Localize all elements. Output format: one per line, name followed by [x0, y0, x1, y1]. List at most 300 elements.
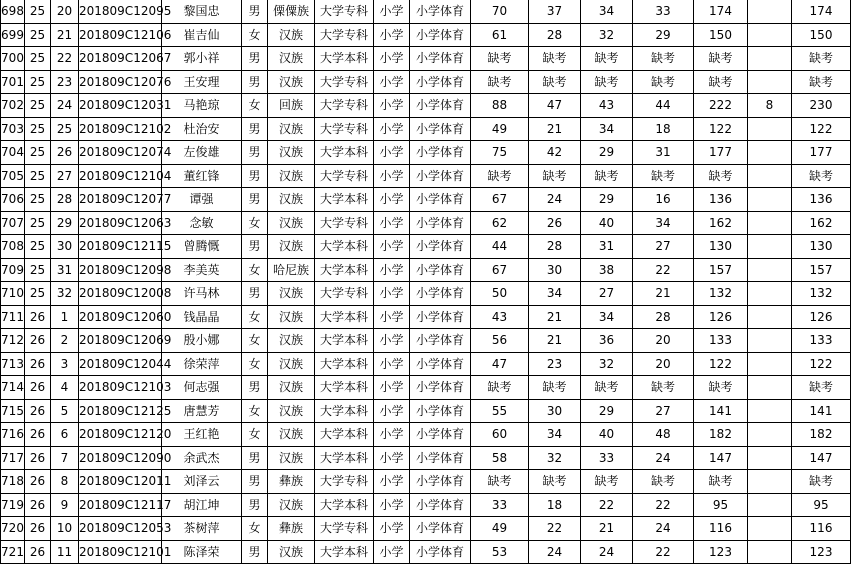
- bonus-points-cell: [748, 352, 792, 376]
- seat-number-cell: 22: [51, 47, 79, 71]
- exam-room-cell: 25: [25, 164, 51, 188]
- score-4-cell: 20: [633, 329, 694, 353]
- score-1-cell: 75: [471, 141, 529, 165]
- final-score-cell: 缺考: [792, 164, 851, 188]
- score-1-cell: 33: [471, 493, 529, 517]
- row-number-cell: 717: [1, 446, 25, 470]
- education-cell: 大学本科: [315, 141, 374, 165]
- score-2-cell: 22: [529, 517, 581, 541]
- seat-number-cell: 11: [51, 540, 79, 564]
- exam-id-cell: 201809C12103: [79, 376, 162, 400]
- seat-number-cell: 26: [51, 141, 79, 165]
- table-row: [1, 470, 851, 494]
- seat-number-cell: 20: [51, 0, 79, 23]
- score-2-cell: 30: [529, 258, 581, 282]
- subject-cell: 小学体育: [410, 188, 471, 212]
- bonus-points-cell: [748, 211, 792, 235]
- subject-cell: 小学体育: [410, 211, 471, 235]
- name-cell: 王红艳: [162, 423, 242, 447]
- row-number-cell: 716: [1, 423, 25, 447]
- score-2-cell: 47: [529, 94, 581, 118]
- score-3-cell: 40: [581, 423, 633, 447]
- bonus-points-cell: [748, 376, 792, 400]
- score-1-cell: 43: [471, 305, 529, 329]
- level-cell: 小学: [374, 517, 410, 541]
- score-3-cell: 缺考: [581, 376, 633, 400]
- seat-number-cell: 3: [51, 352, 79, 376]
- subject-cell: 小学体育: [410, 423, 471, 447]
- exam-id-cell: 201809C12090: [79, 446, 162, 470]
- gender-cell: 男: [242, 141, 268, 165]
- table-row: [1, 446, 851, 470]
- gender-cell: 女: [242, 94, 268, 118]
- ethnicity-cell: 汉族: [268, 23, 315, 47]
- name-cell: 董红锋: [162, 164, 242, 188]
- score-4-cell: 22: [633, 493, 694, 517]
- final-score-cell: 133: [792, 329, 851, 353]
- ethnicity-cell: 汉族: [268, 188, 315, 212]
- score-4-cell: 48: [633, 423, 694, 447]
- education-cell: 大学本科: [315, 446, 374, 470]
- exam-room-cell: 26: [25, 423, 51, 447]
- score-2-cell: 34: [529, 282, 581, 306]
- seat-number-cell: 7: [51, 446, 79, 470]
- table-row: [1, 47, 851, 71]
- name-cell: 徐荣萍: [162, 352, 242, 376]
- bonus-points-cell: [748, 47, 792, 71]
- score-2-cell: 缺考: [529, 470, 581, 494]
- seat-number-cell: 9: [51, 493, 79, 517]
- total-score-cell: 缺考: [694, 70, 748, 94]
- exam-room-cell: 26: [25, 399, 51, 423]
- score-1-cell: 49: [471, 117, 529, 141]
- exam-id-cell: 201809C12067: [79, 47, 162, 71]
- score-2-cell: 34: [529, 423, 581, 447]
- subject-cell: 小学体育: [410, 470, 471, 494]
- exam-id-cell: 201809C12053: [79, 517, 162, 541]
- score-1-cell: 67: [471, 258, 529, 282]
- final-score-cell: 缺考: [792, 70, 851, 94]
- seat-number-cell: 24: [51, 94, 79, 118]
- table-row: [1, 540, 851, 564]
- level-cell: 小学: [374, 0, 410, 23]
- subject-cell: 小学体育: [410, 329, 471, 353]
- education-cell: 大学本科: [315, 376, 374, 400]
- score-2-cell: 42: [529, 141, 581, 165]
- name-cell: 陈泽荣: [162, 540, 242, 564]
- bonus-points-cell: [748, 164, 792, 188]
- ethnicity-cell: 汉族: [268, 70, 315, 94]
- score-1-cell: 88: [471, 94, 529, 118]
- bonus-points-cell: [748, 0, 792, 23]
- ethnicity-cell: 汉族: [268, 282, 315, 306]
- subject-cell: 小学体育: [410, 141, 471, 165]
- total-score-cell: 缺考: [694, 470, 748, 494]
- row-number-cell: 714: [1, 376, 25, 400]
- seat-number-cell: 23: [51, 70, 79, 94]
- final-score-cell: 230: [792, 94, 851, 118]
- bonus-points-cell: [748, 188, 792, 212]
- ethnicity-cell: 汉族: [268, 235, 315, 259]
- gender-cell: 男: [242, 540, 268, 564]
- table-row: [1, 70, 851, 94]
- table-row: [1, 117, 851, 141]
- score-2-cell: 26: [529, 211, 581, 235]
- exam-id-cell: 201809C12069: [79, 329, 162, 353]
- row-number-cell: 712: [1, 329, 25, 353]
- table-row: [1, 399, 851, 423]
- gender-cell: 男: [242, 235, 268, 259]
- bonus-points-cell: [748, 423, 792, 447]
- total-score-cell: 123: [694, 540, 748, 564]
- score-2-cell: 21: [529, 117, 581, 141]
- ethnicity-cell: 汉族: [268, 305, 315, 329]
- final-score-cell: 141: [792, 399, 851, 423]
- score-2-cell: 23: [529, 352, 581, 376]
- bonus-points-cell: [748, 117, 792, 141]
- total-score-cell: 126: [694, 305, 748, 329]
- seat-number-cell: 1: [51, 305, 79, 329]
- score-2-cell: 缺考: [529, 164, 581, 188]
- score-2-cell: 缺考: [529, 47, 581, 71]
- score-3-cell: 34: [581, 117, 633, 141]
- level-cell: 小学: [374, 164, 410, 188]
- row-number-cell: 702: [1, 94, 25, 118]
- score-3-cell: 29: [581, 141, 633, 165]
- education-cell: 大学专科: [315, 70, 374, 94]
- education-cell: 大学专科: [315, 211, 374, 235]
- row-number-cell: 700: [1, 47, 25, 71]
- table-row: [1, 352, 851, 376]
- bonus-points-cell: [748, 493, 792, 517]
- exam-room-cell: 25: [25, 188, 51, 212]
- name-cell: 王安理: [162, 70, 242, 94]
- gender-cell: 女: [242, 258, 268, 282]
- final-score-cell: 130: [792, 235, 851, 259]
- name-cell: 郭小祥: [162, 47, 242, 71]
- bonus-points-cell: [748, 141, 792, 165]
- level-cell: 小学: [374, 235, 410, 259]
- level-cell: 小学: [374, 47, 410, 71]
- final-score-cell: 122: [792, 352, 851, 376]
- score-4-cell: 22: [633, 540, 694, 564]
- row-number-cell: 704: [1, 141, 25, 165]
- score-4-cell: 缺考: [633, 376, 694, 400]
- bonus-points-cell: [748, 517, 792, 541]
- subject-cell: 小学体育: [410, 23, 471, 47]
- gender-cell: 女: [242, 329, 268, 353]
- row-number-cell: 721: [1, 540, 25, 564]
- gender-cell: 男: [242, 164, 268, 188]
- score-4-cell: 缺考: [633, 470, 694, 494]
- level-cell: 小学: [374, 94, 410, 118]
- final-score-cell: 132: [792, 282, 851, 306]
- seat-number-cell: 5: [51, 399, 79, 423]
- exam-room-cell: 25: [25, 70, 51, 94]
- education-cell: 大学本科: [315, 258, 374, 282]
- table-row: [1, 0, 851, 23]
- row-number-cell: 706: [1, 188, 25, 212]
- score-1-cell: 61: [471, 23, 529, 47]
- table-body: [1, 0, 851, 564]
- total-score-cell: 136: [694, 188, 748, 212]
- final-score-cell: 116: [792, 517, 851, 541]
- subject-cell: 小学体育: [410, 446, 471, 470]
- score-2-cell: 32: [529, 446, 581, 470]
- ethnicity-cell: 哈尼族: [268, 258, 315, 282]
- education-cell: 大学专科: [315, 470, 374, 494]
- seat-number-cell: 32: [51, 282, 79, 306]
- exam-room-cell: 26: [25, 376, 51, 400]
- name-cell: 唐慧芳: [162, 399, 242, 423]
- level-cell: 小学: [374, 470, 410, 494]
- total-score-cell: 182: [694, 423, 748, 447]
- name-cell: 马艳琼: [162, 94, 242, 118]
- score-3-cell: 34: [581, 305, 633, 329]
- table-row: [1, 164, 851, 188]
- level-cell: 小学: [374, 188, 410, 212]
- exam-room-cell: 25: [25, 235, 51, 259]
- table-row: [1, 235, 851, 259]
- exam-id-cell: 201809C12102: [79, 117, 162, 141]
- exam-id-cell: 201809C12120: [79, 423, 162, 447]
- ethnicity-cell: 汉族: [268, 446, 315, 470]
- subject-cell: 小学体育: [410, 399, 471, 423]
- gender-cell: 男: [242, 376, 268, 400]
- level-cell: 小学: [374, 141, 410, 165]
- exam-room-cell: 25: [25, 47, 51, 71]
- score-2-cell: 21: [529, 329, 581, 353]
- score-2-cell: 18: [529, 493, 581, 517]
- exam-id-cell: 201809C12074: [79, 141, 162, 165]
- score-4-cell: 16: [633, 188, 694, 212]
- score-2-cell: 21: [529, 305, 581, 329]
- row-number-cell: 698: [1, 0, 25, 23]
- gender-cell: 女: [242, 517, 268, 541]
- education-cell: 大学本科: [315, 493, 374, 517]
- total-score-cell: 133: [694, 329, 748, 353]
- ethnicity-cell: 汉族: [268, 117, 315, 141]
- gender-cell: 女: [242, 423, 268, 447]
- level-cell: 小学: [374, 117, 410, 141]
- exam-id-cell: 201809C12008: [79, 282, 162, 306]
- seat-number-cell: 4: [51, 376, 79, 400]
- score-2-cell: 30: [529, 399, 581, 423]
- gender-cell: 女: [242, 305, 268, 329]
- score-3-cell: 32: [581, 23, 633, 47]
- score-1-cell: 50: [471, 282, 529, 306]
- score-3-cell: 40: [581, 211, 633, 235]
- score-1-cell: 67: [471, 188, 529, 212]
- score-3-cell: 33: [581, 446, 633, 470]
- table-row: [1, 305, 851, 329]
- exam-room-cell: 25: [25, 94, 51, 118]
- row-number-cell: 718: [1, 470, 25, 494]
- total-score-cell: 174: [694, 0, 748, 23]
- score-3-cell: 缺考: [581, 470, 633, 494]
- name-cell: 许马林: [162, 282, 242, 306]
- bonus-points-cell: [748, 235, 792, 259]
- score-2-cell: 24: [529, 188, 581, 212]
- final-score-cell: 177: [792, 141, 851, 165]
- score-2-cell: 37: [529, 0, 581, 23]
- exam-id-cell: 201809C12077: [79, 188, 162, 212]
- row-number-cell: 710: [1, 282, 25, 306]
- score-4-cell: 缺考: [633, 164, 694, 188]
- final-score-cell: 162: [792, 211, 851, 235]
- exam-room-cell: 25: [25, 211, 51, 235]
- final-score-cell: 182: [792, 423, 851, 447]
- total-score-cell: 141: [694, 399, 748, 423]
- total-score-cell: 132: [694, 282, 748, 306]
- seat-number-cell: 31: [51, 258, 79, 282]
- total-score-cell: 116: [694, 517, 748, 541]
- row-number-cell: 711: [1, 305, 25, 329]
- score-4-cell: 31: [633, 141, 694, 165]
- name-cell: 黎国忠: [162, 0, 242, 23]
- exam-id-cell: 201809C12125: [79, 399, 162, 423]
- table-row: [1, 376, 851, 400]
- subject-cell: 小学体育: [410, 282, 471, 306]
- ethnicity-cell: 汉族: [268, 399, 315, 423]
- gender-cell: 女: [242, 399, 268, 423]
- table-row: [1, 211, 851, 235]
- final-score-cell: 95: [792, 493, 851, 517]
- name-cell: 左俊雄: [162, 141, 242, 165]
- total-score-cell: 95: [694, 493, 748, 517]
- score-4-cell: 18: [633, 117, 694, 141]
- ethnicity-cell: 傈僳族: [268, 0, 315, 23]
- score-3-cell: 31: [581, 235, 633, 259]
- score-3-cell: 27: [581, 282, 633, 306]
- score-1-cell: 缺考: [471, 470, 529, 494]
- gender-cell: 男: [242, 470, 268, 494]
- table-row: [1, 517, 851, 541]
- seat-number-cell: 25: [51, 117, 79, 141]
- total-score-cell: 缺考: [694, 164, 748, 188]
- education-cell: 大学本科: [315, 235, 374, 259]
- level-cell: 小学: [374, 423, 410, 447]
- seat-number-cell: 30: [51, 235, 79, 259]
- level-cell: 小学: [374, 329, 410, 353]
- total-score-cell: 122: [694, 352, 748, 376]
- ethnicity-cell: 汉族: [268, 164, 315, 188]
- total-score-cell: 缺考: [694, 376, 748, 400]
- gender-cell: 女: [242, 23, 268, 47]
- final-score-cell: 174: [792, 0, 851, 23]
- score-1-cell: 47: [471, 352, 529, 376]
- ethnicity-cell: 彝族: [268, 517, 315, 541]
- ethnicity-cell: 汉族: [268, 141, 315, 165]
- score-4-cell: 33: [633, 0, 694, 23]
- ethnicity-cell: 汉族: [268, 211, 315, 235]
- score-1-cell: 缺考: [471, 164, 529, 188]
- ethnicity-cell: 彝族: [268, 470, 315, 494]
- subject-cell: 小学体育: [410, 305, 471, 329]
- row-number-cell: 699: [1, 23, 25, 47]
- score-3-cell: 38: [581, 258, 633, 282]
- score-4-cell: 44: [633, 94, 694, 118]
- name-cell: 茶树萍: [162, 517, 242, 541]
- exam-id-cell: 201809C12104: [79, 164, 162, 188]
- bonus-points-cell: [748, 540, 792, 564]
- table-row: [1, 329, 851, 353]
- row-number-cell: 715: [1, 399, 25, 423]
- ethnicity-cell: 回族: [268, 94, 315, 118]
- ethnicity-cell: 汉族: [268, 329, 315, 353]
- ethnicity-cell: 汉族: [268, 540, 315, 564]
- score-3-cell: 32: [581, 352, 633, 376]
- score-1-cell: 44: [471, 235, 529, 259]
- exam-id-cell: 201809C12060: [79, 305, 162, 329]
- exam-id-cell: 201809C12098: [79, 258, 162, 282]
- subject-cell: 小学体育: [410, 517, 471, 541]
- bonus-points-cell: [748, 446, 792, 470]
- score-3-cell: 34: [581, 0, 633, 23]
- exam-room-cell: 26: [25, 470, 51, 494]
- exam-id-cell: 201809C12101: [79, 540, 162, 564]
- total-score-cell: 157: [694, 258, 748, 282]
- name-cell: 刘泽云: [162, 470, 242, 494]
- final-score-cell: 136: [792, 188, 851, 212]
- total-score-cell: 147: [694, 446, 748, 470]
- level-cell: 小学: [374, 446, 410, 470]
- name-cell: 念敏: [162, 211, 242, 235]
- gender-cell: 女: [242, 352, 268, 376]
- gender-cell: 男: [242, 188, 268, 212]
- score-4-cell: 34: [633, 211, 694, 235]
- table-row: [1, 423, 851, 447]
- table-row: [1, 493, 851, 517]
- education-cell: 大学专科: [315, 282, 374, 306]
- subject-cell: 小学体育: [410, 117, 471, 141]
- score-3-cell: 29: [581, 188, 633, 212]
- exam-room-cell: 26: [25, 305, 51, 329]
- score-4-cell: 缺考: [633, 47, 694, 71]
- bonus-points-cell: [748, 282, 792, 306]
- seat-number-cell: 8: [51, 470, 79, 494]
- exam-id-cell: 201809C12076: [79, 70, 162, 94]
- score-3-cell: 缺考: [581, 70, 633, 94]
- education-cell: 大学专科: [315, 94, 374, 118]
- subject-cell: 小学体育: [410, 540, 471, 564]
- exam-room-cell: 26: [25, 352, 51, 376]
- exam-room-cell: 26: [25, 446, 51, 470]
- gender-cell: 女: [242, 211, 268, 235]
- exam-room-cell: 25: [25, 0, 51, 23]
- table-row: [1, 94, 851, 118]
- exam-id-cell: 201809C12106: [79, 23, 162, 47]
- education-cell: 大学本科: [315, 399, 374, 423]
- seat-number-cell: 6: [51, 423, 79, 447]
- score-2-cell: 缺考: [529, 376, 581, 400]
- level-cell: 小学: [374, 305, 410, 329]
- level-cell: 小学: [374, 282, 410, 306]
- education-cell: 大学本科: [315, 540, 374, 564]
- score-3-cell: 24: [581, 540, 633, 564]
- exam-room-cell: 26: [25, 517, 51, 541]
- seat-number-cell: 27: [51, 164, 79, 188]
- score-3-cell: 43: [581, 94, 633, 118]
- name-cell: 钱晶晶: [162, 305, 242, 329]
- gender-cell: 男: [242, 282, 268, 306]
- education-cell: 大学专科: [315, 164, 374, 188]
- score-3-cell: 36: [581, 329, 633, 353]
- gender-cell: 男: [242, 0, 268, 23]
- exam-room-cell: 25: [25, 117, 51, 141]
- ethnicity-cell: 汉族: [268, 376, 315, 400]
- score-3-cell: 缺考: [581, 164, 633, 188]
